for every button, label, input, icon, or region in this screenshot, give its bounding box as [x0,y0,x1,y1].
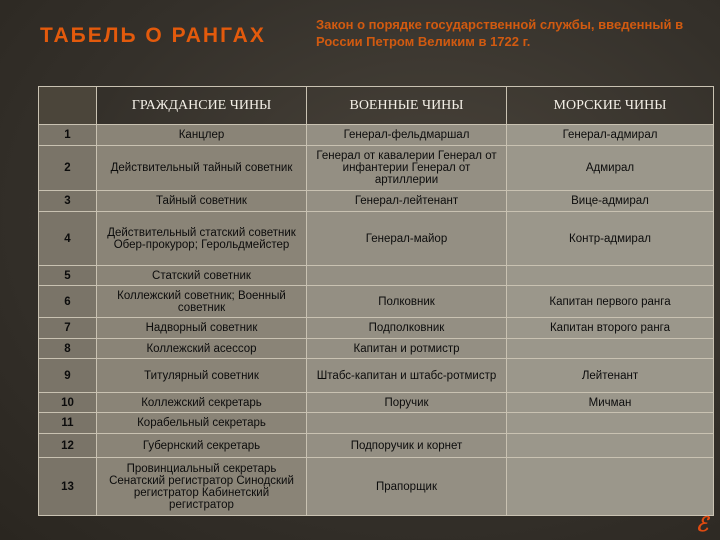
military-rank [307,266,507,286]
naval-rank: Генерал-адмирал [507,125,714,146]
naval-rank [507,266,714,286]
header-civil: ГРАЖДАНСИЕ ЧИНЫ [97,87,307,125]
rank-number: 4 [39,212,97,266]
civil-rank: Действительный тайный советник [97,146,307,191]
rank-number: 3 [39,191,97,212]
naval-rank [507,339,714,359]
page-subtitle: Закон о порядке государственной службы, введенный в России Петром Великим в 1722 г. [316,17,684,49]
rank-number: 5 [39,266,97,286]
naval-rank [507,434,714,458]
naval-rank: Мичман [507,393,714,413]
civil-rank: Губернский секретарь [97,434,307,458]
naval-rank [507,458,714,516]
naval-rank: Адмирал [507,146,714,191]
rank-number: 1 [39,125,97,146]
naval-rank [507,413,714,434]
naval-rank: Вице-адмирал [507,191,714,212]
civil-rank: Статский советник [97,266,307,286]
header-naval: МОРСКИЕ ЧИНЫ [507,87,714,125]
table-row [39,266,714,286]
civil-rank: Надворный советник [97,318,307,339]
military-rank: Генерал от кавалерии Генерал от инфантерии Генерал от артиллерии [307,146,507,191]
civil-rank: Провинциальный секретарь Сенатский регистратор Синодский регистратор Кабинетский регистратор [97,458,307,516]
table-row [39,434,714,458]
civil-rank: Действительный статский советник Обер-прокурор; Герольдмейстер [97,212,307,266]
civil-rank: Титулярный советник [97,359,307,393]
logo-icon: ℰ [696,514,709,536]
table-row [39,393,714,413]
header-military: ВОЕННЫЕ ЧИНЫ [307,87,507,125]
header-number [39,87,97,125]
table-row [39,359,714,393]
naval-rank: Лейтенант [507,359,714,393]
rank-number: 7 [39,318,97,339]
table-row [39,318,714,339]
civil-rank: Канцлер [97,125,307,146]
civil-rank: Корабельный секретарь [97,413,307,434]
naval-rank: Контр-адмирал [507,212,714,266]
rank-number: 9 [39,359,97,393]
rank-number: 11 [39,413,97,434]
table-row [39,191,714,212]
table-row [39,413,714,434]
military-rank: Прапорщик [307,458,507,516]
rank-number: 12 [39,434,97,458]
military-rank: Генерал-майор [307,212,507,266]
military-rank: Поручик [307,393,507,413]
military-rank: Капитан и ротмистр [307,339,507,359]
military-rank: Подпоручик и корнет [307,434,507,458]
rank-number: 10 [39,393,97,413]
page-title: ТАБЕЛЬ О РАНГАХ [40,24,266,47]
military-rank: Подполковник [307,318,507,339]
military-rank: Генерал-фельдмаршал [307,125,507,146]
military-rank: Штабс-капитан и штабс-ротмистр [307,359,507,393]
military-rank: Генерал-лейтенант [307,191,507,212]
rank-number: 13 [39,458,97,516]
civil-rank: Коллежский секретарь [97,393,307,413]
civil-rank: Тайный советник [97,191,307,212]
table-row [39,125,714,146]
rank-number: 6 [39,286,97,318]
table-row [39,212,714,266]
ranks-table [38,86,714,516]
table-row [39,458,714,516]
table-header-row [39,87,714,125]
rank-number: 2 [39,146,97,191]
civil-rank: Коллежский советник; Военный советник [97,286,307,318]
naval-rank: Капитан первого ранга [507,286,714,318]
rank-number: 8 [39,339,97,359]
table-row [39,339,714,359]
military-rank [307,413,507,434]
table-row [39,286,714,318]
naval-rank: Капитан второго ранга [507,318,714,339]
table-row [39,146,714,191]
civil-rank: Коллежский асессор [97,339,307,359]
military-rank: Полковник [307,286,507,318]
